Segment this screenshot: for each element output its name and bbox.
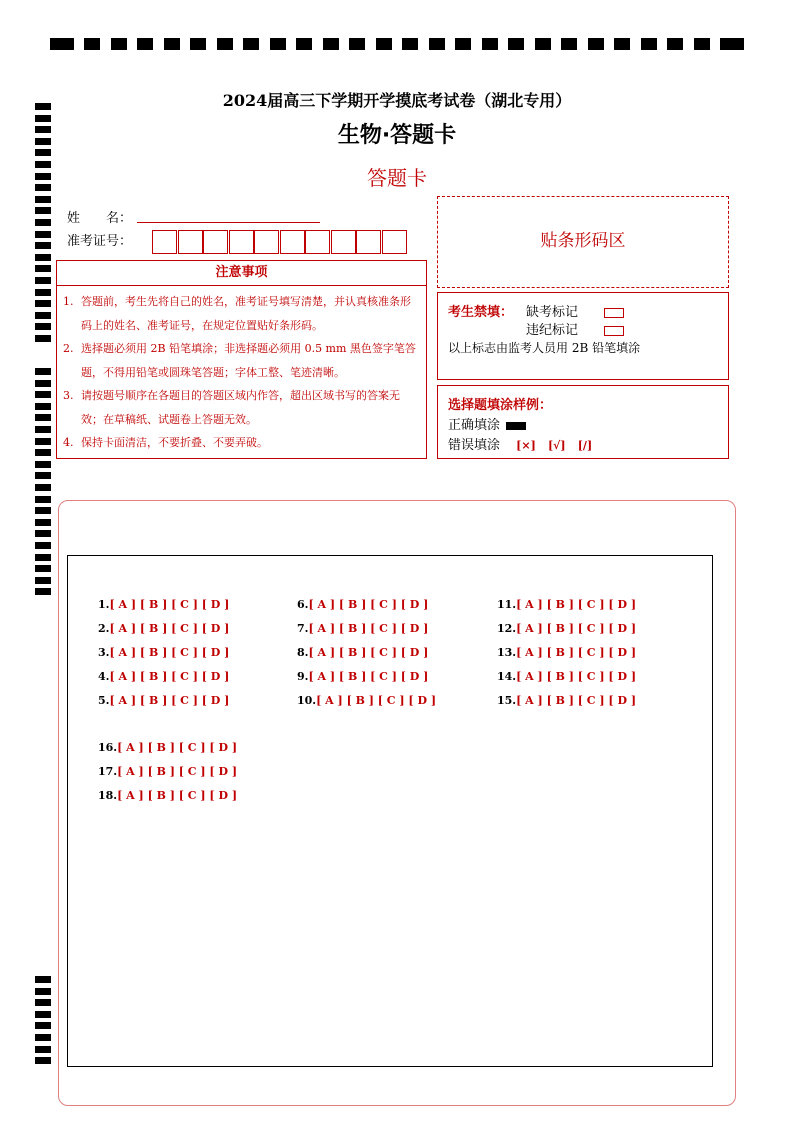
barcode-label: 贴条形码区 [540,231,626,251]
timing-mark [667,38,683,50]
timing-mark [35,414,51,421]
question-row [497,670,636,683]
timing-mark [35,976,51,983]
timing-mark [35,461,51,468]
timing-mark [35,484,51,491]
timing-mark [35,1046,51,1053]
notice-item [63,290,420,337]
question-options[interactable]: [ A ] [ B ] [ C ] [ D ] [316,694,437,707]
violation-label: 违纪标记 [526,323,579,338]
timing-mark [35,542,51,549]
question-number: 14. [497,670,517,683]
timing-mark [561,38,577,50]
name-label: 姓 名： [67,211,133,226]
question-number: 11. [497,598,517,611]
correct-fill-label: 正确填涂 [448,418,501,433]
exam-id-digit-box[interactable] [331,230,356,254]
question-number: 10. [297,694,317,707]
fill-example-title: 选择题填涂样例： [448,398,553,413]
question-number: 6. [297,598,309,611]
exam-id-digit-box[interactable] [178,230,203,254]
violation-mark-box[interactable] [604,326,624,336]
question-row [497,598,636,611]
question-options[interactable]: [ A ] [ B ] [ C ] [ D ] [516,694,637,707]
notice-item-number: 2. [63,342,74,355]
timing-mark [243,38,259,50]
timing-mark [35,300,51,307]
timing-mark [35,577,51,584]
absent-mark-box[interactable] [604,308,624,318]
fill-example-panel [437,385,729,459]
question-row [297,598,428,611]
timing-mark [35,242,51,249]
exam-id-digit-box[interactable] [305,230,330,254]
notice-panel [56,260,427,459]
prohibited-panel [437,292,729,380]
question-options[interactable]: [ A ] [ B ] [ C ] [ D ] [516,622,637,635]
timing-mark [35,519,51,526]
question-row [98,789,237,802]
timing-mark [35,391,51,398]
question-options[interactable]: [ A ] [ B ] [ C ] [ D ] [109,598,230,611]
question-options[interactable]: [ A ] [ B ] [ C ] [ D ] [109,670,230,683]
question-options[interactable]: [ A ] [ B ] [ C ] [ D ] [308,598,429,611]
question-options[interactable]: [ A ] [ B ] [ C ] [ D ] [308,646,429,659]
question-number: 18. [98,789,118,802]
name-field[interactable] [137,222,320,223]
notice-item-text: 保持卡面清洁，不要折叠、不要弄破。 [81,436,268,449]
wrong-fill-mark-2: [√] [547,439,566,452]
timing-mark [296,38,312,50]
exam-id-digit-box[interactable] [229,230,254,254]
question-options[interactable]: [ A ] [ B ] [ C ] [ D ] [117,741,238,754]
timing-mark [35,403,51,410]
timing-mark [190,38,206,50]
question-options[interactable]: [ A ] [ B ] [ C ] [ D ] [117,765,238,778]
question-number: 5. [98,694,110,707]
question-number: 3. [98,646,110,659]
prohibited-note: 以上标志由监考人员用 2B 铅笔填涂 [448,341,641,355]
wrong-fill-mark-1: [×] [516,439,536,452]
wrong-fill-row [448,434,592,453]
timing-mark [35,496,51,503]
timing-mark [482,38,498,50]
question-row [98,598,229,611]
timing-mark [137,38,153,50]
timing-mark [35,472,51,479]
correct-fill-sample [506,422,526,430]
question-row [98,622,229,635]
question-number: 9. [297,670,309,683]
notice-item-number: 3. [63,389,74,402]
question-options[interactable]: [ A ] [ B ] [ C ] [ D ] [117,789,238,802]
notice-item [63,384,420,431]
timing-mark [455,38,471,50]
timing-mark [35,219,51,226]
question-row [98,765,237,778]
timing-mark [694,38,710,50]
prohibited-label: 考生禁填： [448,305,514,320]
timing-mark [35,999,51,1006]
timing-mark [323,38,339,50]
timing-mark [535,38,551,50]
question-options[interactable]: [ A ] [ B ] [ C ] [ D ] [516,646,637,659]
notice-item-number: 1. [63,295,74,308]
question-row [297,646,428,659]
subject-title: 生物·答题卡 [337,123,457,148]
exam-id-digit-box[interactable] [356,230,381,254]
timing-mark [35,565,51,572]
timing-mark [35,335,51,342]
exam-id-digit-box[interactable] [152,230,177,254]
question-options[interactable]: [ A ] [ B ] [ C ] [ D ] [516,670,637,683]
timing-mark [35,1034,51,1041]
timing-mark [35,312,51,319]
timing-mark [35,449,51,456]
question-number: 4. [98,670,110,683]
timing-mark [35,1057,51,1064]
timing-mark [429,38,445,50]
question-options[interactable]: [ A ] [ B ] [ C ] [ D ] [109,646,230,659]
timing-mark [35,289,51,296]
question-number: 17. [98,765,118,778]
timing-mark [35,554,51,561]
timing-mark [402,38,418,50]
barcode-area [437,196,729,288]
question-row [98,694,229,707]
question-number: 12. [497,622,517,635]
question-options[interactable]: [ A ] [ B ] [ C ] [ D ] [109,622,230,635]
question-number: 15. [497,694,517,707]
timing-mark [588,38,604,50]
exam-id-digit-box[interactable] [280,230,305,254]
timing-mark [35,438,51,445]
card-title: 答题卡 [367,166,427,190]
timing-mark [614,38,630,50]
question-number: 8. [297,646,309,659]
question-row [497,694,636,707]
question-row [98,646,229,659]
question-row [297,670,428,683]
notice-item [63,337,420,384]
violation-mark-row [526,319,624,338]
timing-mark [217,38,233,50]
question-options[interactable]: [ A ] [ B ] [ C ] [ D ] [109,694,230,707]
timing-mark [35,149,51,156]
wrong-fill-mark-3: [/] [577,439,593,452]
question-number: 1. [98,598,110,611]
notice-heading: 注意事项 [57,261,426,286]
timing-mark [508,38,524,50]
timing-mark [111,38,127,50]
question-row [98,670,229,683]
question-number: 16. [98,741,118,754]
timing-mark [35,254,51,261]
timing-mark [35,426,51,433]
timing-mark [35,988,51,995]
correct-fill-row [448,414,526,433]
question-options[interactable]: [ A ] [ B ] [ C ] [ D ] [308,622,429,635]
wrong-fill-label: 错误填涂 [448,438,501,453]
timing-mark [35,207,51,214]
absent-label: 缺考标记 [526,305,579,320]
timing-mark [35,1022,51,1029]
timing-mark [35,380,51,387]
timing-mark [35,1011,51,1018]
question-options[interactable]: [ A ] [ B ] [ C ] [ D ] [516,598,637,611]
question-row [98,741,237,754]
timing-mark [50,38,74,50]
notice-item-text: 答题前，考生先将自己的姓名，准考证号填写清楚，并认真核准条形码上的姓名、准考证号，在规定位置贴好条形码。 [81,295,411,332]
timing-mark [35,588,51,595]
timing-mark [376,38,392,50]
question-row [297,694,436,707]
timing-mark [35,231,51,238]
notice-item [63,431,420,455]
notice-item-text: 请按题号顺序在各题目的答题区域内作答，超出区域书写的答案无效；在草稿纸、试题卷上答题无效。 [81,389,400,426]
question-row [297,622,428,635]
timing-mark [35,507,51,514]
timing-mark [720,38,744,50]
exam-id-digit-box[interactable] [203,230,228,254]
timing-mark [35,196,51,203]
timing-mark [641,38,657,50]
exam-id-digit-box[interactable] [382,230,407,254]
question-number: 2. [98,622,110,635]
timing-mark [35,323,51,330]
question-row [497,646,636,659]
notice-list [57,286,426,455]
absent-mark-row [526,301,624,320]
timing-mark [270,38,286,50]
timing-mark [35,277,51,284]
exam-id-digit-box[interactable] [254,230,279,254]
id-label: 准考证号： [67,234,133,249]
question-number: 7. [297,622,309,635]
exam-title: 2024届高三下学期开学摸底考试卷（湖北专用） [222,91,572,110]
notice-item-text: 选择题必须用 2B 铅笔填涂；非选择题必须用 0.5 mm 黑色签字笔答题，不得用铅笔或圆珠笔答题；字体工整、笔迹清晰。 [81,342,416,379]
timing-mark [164,38,180,50]
timing-mark [349,38,365,50]
timing-mark [35,265,51,272]
timing-mark [35,530,51,537]
question-row [497,622,636,635]
question-options[interactable]: [ A ] [ B ] [ C ] [ D ] [308,670,429,683]
notice-item-number: 4. [63,436,74,449]
timing-mark [84,38,100,50]
timing-mark [35,368,51,375]
question-number: 13. [497,646,517,659]
